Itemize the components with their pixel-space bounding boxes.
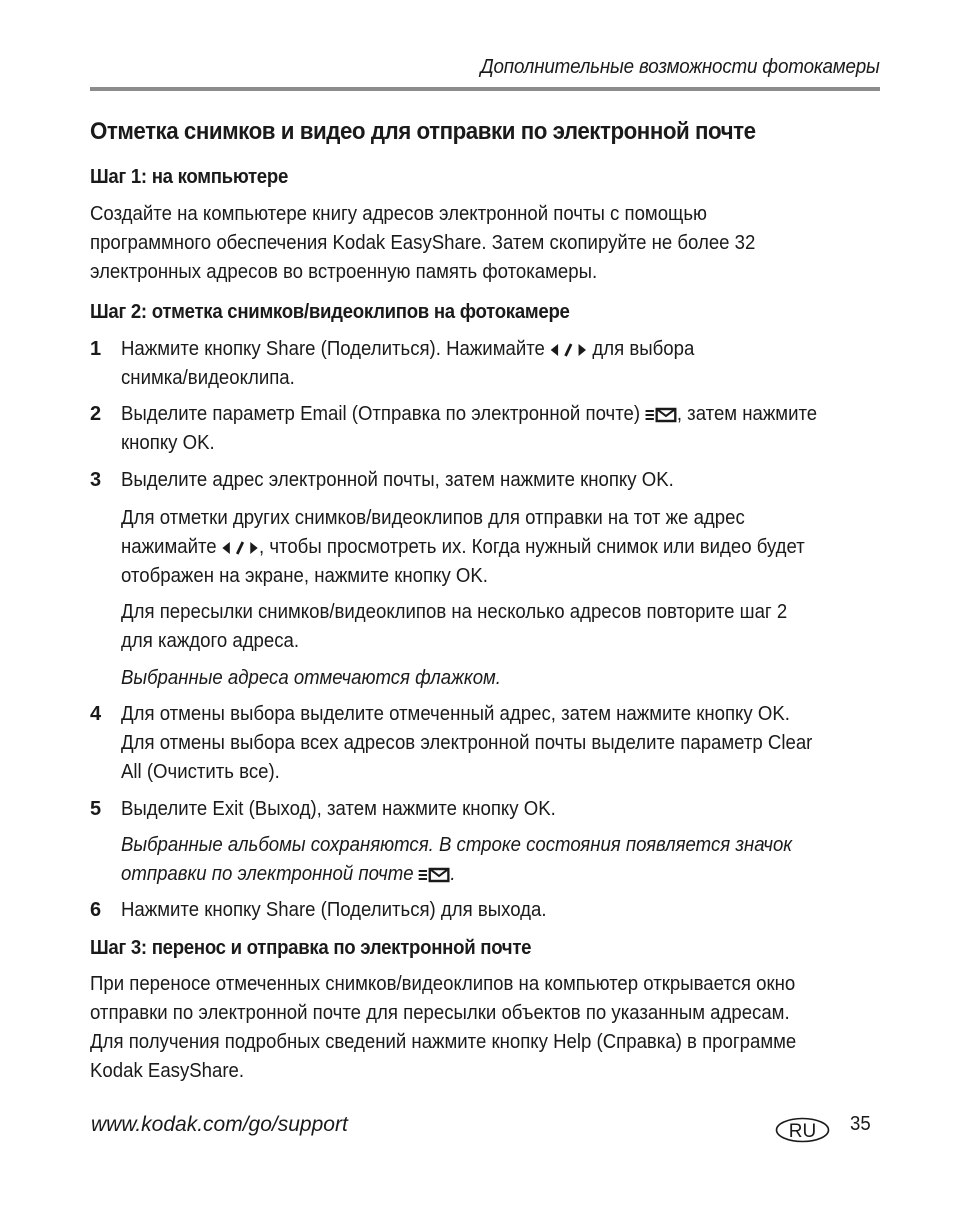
list-item-5	[121, 795, 901, 824]
list-number: 3	[90, 469, 102, 491]
text-line: Нажмите кнопку Share (Поделиться) для выхода.	[121, 899, 547, 921]
page-number: 35	[850, 1113, 871, 1135]
text-line: для каждого адреса.	[121, 630, 300, 652]
section-title: Отметка снимков и видео для отправки по электронной почте	[90, 118, 756, 145]
text-line: снимка/видеоклипа.	[121, 367, 295, 389]
list-number: 5	[90, 798, 102, 820]
list-number: 6	[90, 899, 102, 921]
item3-note-2	[121, 598, 901, 656]
text-line: Для пересылки снимков/видеоклипов на несколько адресов повторите шаг 2	[121, 601, 788, 623]
text-line: электронных адресов во встроенную память фотокамеры.	[90, 261, 598, 283]
language-badge-text: RU	[788, 1121, 817, 1142]
item3-result	[121, 664, 901, 693]
text-span: нажимайте	[121, 536, 222, 558]
step2-heading: Шаг 2: отметка снимков/видеоклипов на фотокамере	[90, 301, 570, 323]
running-header: Дополнительные возможности фотокамеры	[480, 56, 880, 78]
left-right-arrows-icon	[222, 540, 259, 556]
text-line: При переносе отмеченных снимков/видеоклипов на компьютер открывается окно	[90, 973, 796, 995]
list-item-6	[121, 896, 901, 925]
text-span: отправки по электронной почте	[121, 863, 419, 885]
text-line: кнопку OK.	[121, 432, 215, 454]
support-url[interactable]: www.kodak.com/go/support	[91, 1113, 348, 1136]
item5-result	[121, 831, 901, 889]
text-line: Выбранные альбомы сохраняются. В строке состояния появляется значок	[121, 834, 793, 856]
text-line: Для отметки других снимков/видеоклипов для отправки на тот же адрес	[121, 507, 745, 529]
text-line: отправки по электронной почте для пересылки объектов по указанным адресам.	[90, 1002, 790, 1024]
list-item-3	[121, 466, 901, 495]
step3-heading: Шаг 3: перенос и отправка по электронной почте	[90, 937, 532, 959]
list-number: 1	[90, 338, 102, 360]
text-line: Kodak EasyShare.	[90, 1060, 245, 1082]
left-right-arrows-icon	[550, 342, 587, 358]
text-span: для выбора	[587, 338, 695, 360]
step1-heading: Шаг 1: на компьютере	[90, 166, 289, 188]
text-line: отображен на экране, нажмите кнопку OK.	[121, 565, 488, 587]
list-item-4	[121, 700, 901, 787]
text-span: , чтобы просмотреть их. Когда нужный снимок или видео будет	[259, 536, 805, 558]
text-line	[121, 860, 846, 889]
text-line: Выделите Exit (Выход), затем нажмите кнопку OK.	[121, 798, 556, 820]
text-line: Выбранные адреса отмечаются флажком.	[121, 667, 501, 689]
text-line: Для отмены выбора всех адресов электронной почты выделите параметр Clear	[121, 732, 813, 754]
text-line: All (Очистить все).	[121, 761, 280, 783]
text-line: Создайте на компьютере книгу адресов электронной почты с помощью	[90, 203, 708, 225]
text-line	[121, 533, 846, 562]
email-share-icon	[645, 407, 677, 423]
item3-note-1	[121, 504, 901, 591]
step1-paragraph	[90, 200, 890, 287]
text-span: Нажмите кнопку Share (Поделиться). Нажимайте	[121, 338, 551, 360]
step3-paragraph	[90, 970, 890, 1086]
text-line	[121, 335, 846, 364]
list-number: 2	[90, 403, 102, 425]
list-item-1	[121, 335, 901, 393]
text-span: .	[450, 863, 456, 885]
text-line: Выделите адрес электронной почты, затем нажмите кнопку OK.	[121, 469, 674, 491]
header-rule	[90, 87, 880, 91]
language-badge	[775, 1117, 830, 1143]
list-item-2	[121, 400, 901, 458]
list-number: 4	[90, 703, 102, 725]
text-line: программного обеспечения Kodak EasyShare. Затем скопируйте не более 32	[90, 232, 756, 254]
text-span: Выделите параметр Email (Отправка по электронной почте)	[121, 403, 646, 425]
text-line: Для отмены выбора выделите отмеченный адрес, затем нажмите кнопку OK.	[121, 703, 790, 725]
text-line: Для получения подробных сведений нажмите кнопку Help (Справка) в программе	[90, 1031, 797, 1053]
email-share-icon	[419, 867, 451, 883]
text-span: , затем нажмите	[676, 403, 818, 425]
text-line	[121, 400, 846, 429]
